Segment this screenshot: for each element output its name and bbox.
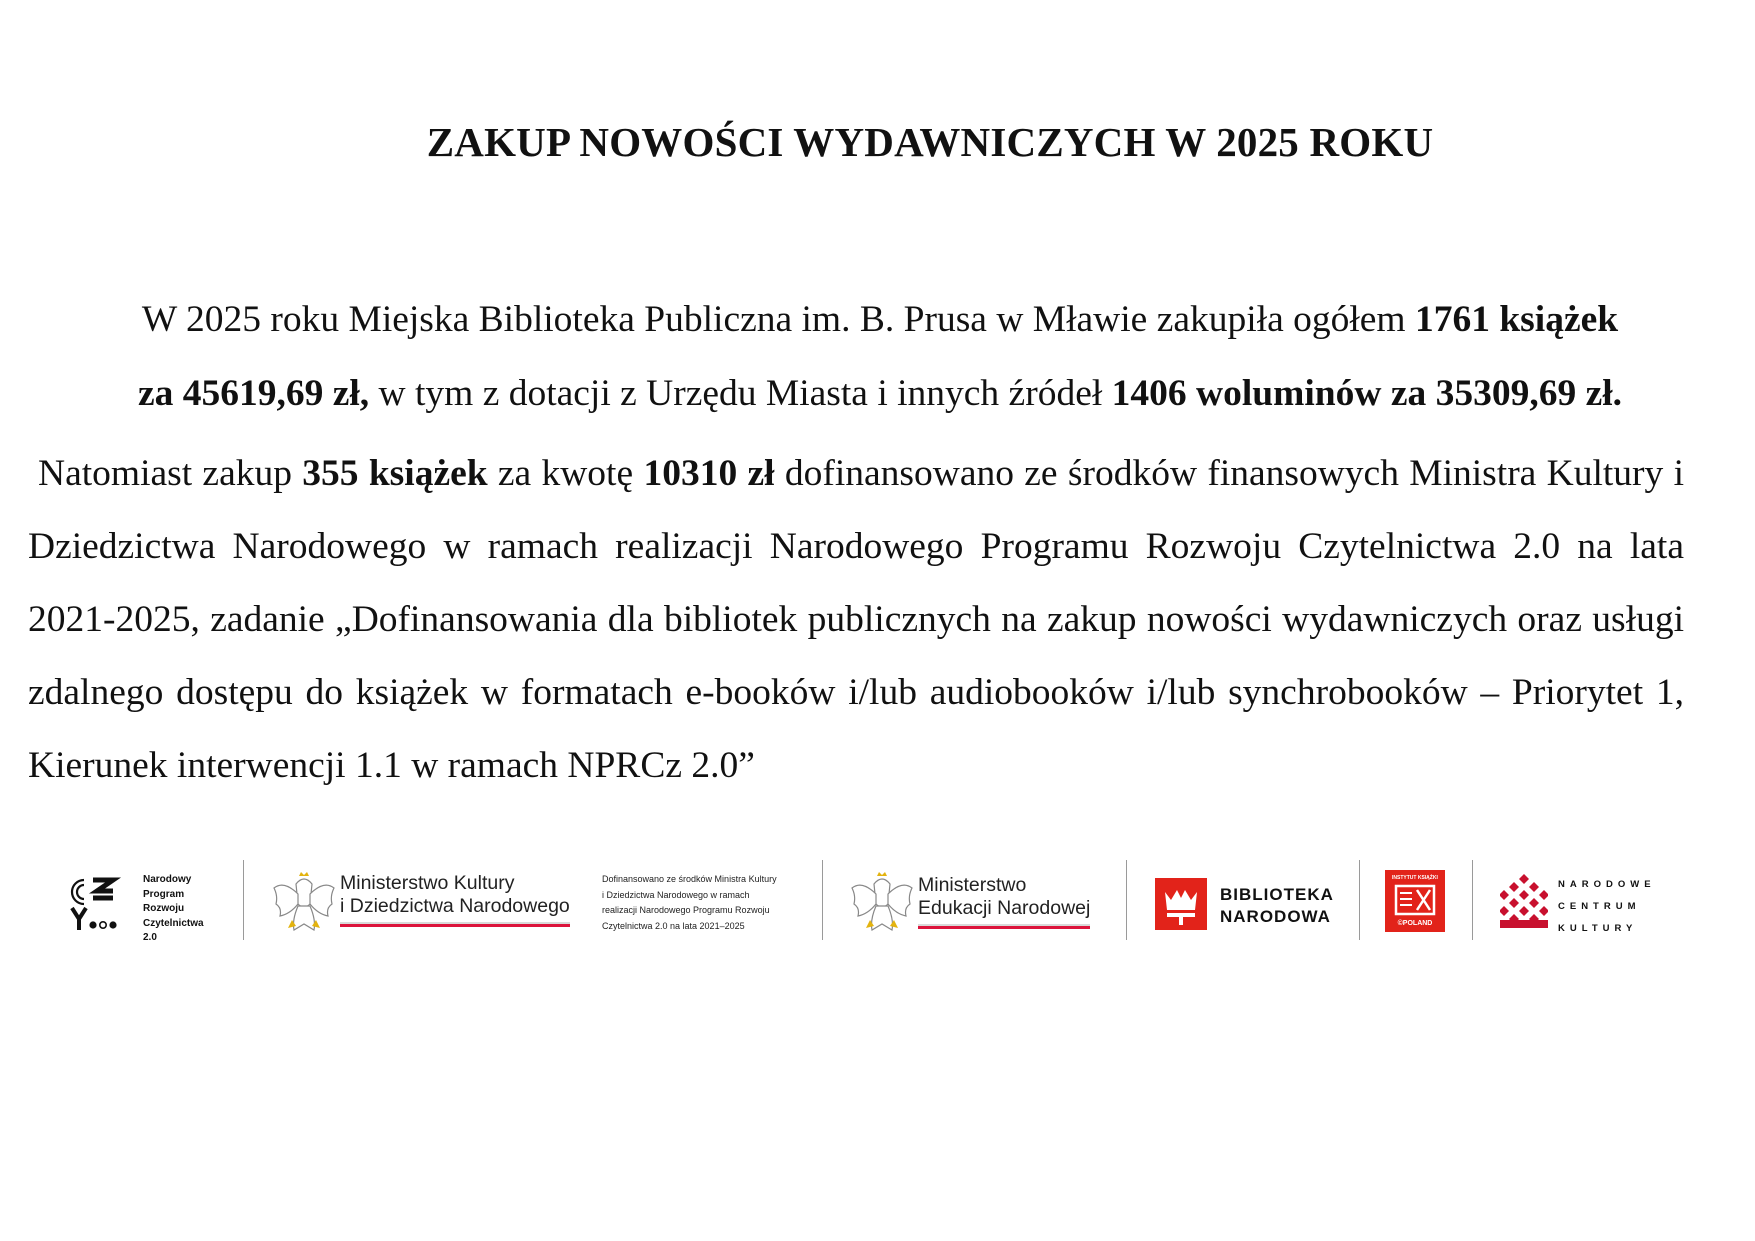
funding-note-line: Czytelnictwa 2.0 na lata 2021–2025 <box>602 920 745 931</box>
nprcz-logo-text <box>143 873 204 946</box>
funding-note-text <box>602 872 777 934</box>
nck-line: CENTRUM <box>1558 901 1641 912</box>
logo-divider <box>243 860 244 940</box>
p2-books-count: 355 książek <box>302 453 488 494</box>
sponsor-logo-strip <box>0 860 1755 950</box>
nck-diamond-grid-icon <box>1500 874 1548 928</box>
biblioteka-narodowa-logo-text <box>1220 884 1334 928</box>
p1-total-books: 1761 książek <box>1414 299 1619 340</box>
paragraph-purchase-summary <box>40 283 1720 431</box>
nck-line: NARODOWE <box>1558 879 1656 890</box>
funding-note-line: i Dziedzictwa Narodowego w ramach <box>602 889 750 900</box>
nprcz-line: Rozwoju <box>143 903 185 915</box>
men-logo-text <box>918 874 1090 920</box>
p2-text-2: za kwotę <box>487 453 644 494</box>
book-icon <box>1394 884 1436 916</box>
mkidn-line: i Dziedzictwa Narodowego <box>340 895 570 917</box>
paragraph-ministry-funding <box>28 437 1684 802</box>
nck-logo-text <box>1558 874 1656 940</box>
nprcz-line: Program <box>143 888 185 900</box>
ik-top-text: INSTYTUT KSIĄŻKI <box>1392 875 1438 881</box>
p1-text-1: W 2025 roku Miejska Biblioteka Publiczna im. B. Prusa w Mławie zakupiła ogółem <box>141 299 1415 340</box>
nck-line: KULTURY <box>1558 923 1638 934</box>
white-eagle-emblem-icon <box>272 870 336 938</box>
page-title: ZAKUP NOWOŚCI WYDAWNICZYCH W 2025 ROKU <box>426 119 1434 165</box>
funding-note-line: Dofinansowano ze środków Ministra Kultury <box>602 874 777 884</box>
p2-text-1: Natomiast zakup <box>38 453 303 494</box>
logo-divider <box>822 860 823 940</box>
nprcz-line: 2.0 <box>143 932 157 944</box>
men-line: Edukacji Narodowej <box>918 897 1091 919</box>
biblioteka-narodowa-crown-icon <box>1155 878 1207 930</box>
p2-text-3: dofinansowano ze środków finansowych Ministra Kultury i Dziedzictwa Narodowego w ramach realizacji Narodowego Programu Rozwoju Czytelnictwa 2.0 na lata 2021-2025, zadanie „Dofinansowania dla bibliotek publicznych na zakup nowości wydawniczych oraz usługi zdalnego dostępu do książek w formatach e-booków i/lub audiobooków i/lub synchrobooków – Priorytet 1, Kierunek interwencji 1.1 w ramach NPRCz 2.0” <box>28 453 1684 786</box>
mkidn-logo-text <box>340 872 570 918</box>
p1-city-funded: 1406 woluminów za 35309,69 zł. <box>1111 373 1623 414</box>
nprcz-line: Narodowy <box>143 874 192 885</box>
ik-bottom-text: ©POLAND <box>1397 920 1433 927</box>
polish-flag-bar <box>340 922 570 927</box>
logo-divider <box>1359 860 1360 940</box>
instytut-ksiazki-logo <box>1385 870 1445 932</box>
white-eagle-emblem-icon <box>850 870 914 938</box>
polish-flag-bar <box>918 924 1090 929</box>
men-line: Ministerstwo <box>918 874 1027 896</box>
bn-line: BIBLIOTEKA <box>1220 885 1334 904</box>
logo-divider <box>1472 860 1473 940</box>
logo-divider <box>1126 860 1127 940</box>
mkidn-line: Ministerstwo Kultury <box>340 872 515 894</box>
bn-line: NARODOWA <box>1220 907 1331 926</box>
p1-total-amount: za 45619,69 zł, <box>137 373 370 414</box>
funding-note-line: realizacji Narodowego Programu Rozwoju <box>602 905 770 915</box>
nprcz-logo-icon <box>70 876 128 934</box>
p2-amount: 10310 zł <box>643 453 775 494</box>
nprcz-line: Czytelnictwa <box>143 917 204 929</box>
p1-text-2: w tym z dotacji z Urzędu Miasta i innych źródeł <box>369 373 1112 414</box>
